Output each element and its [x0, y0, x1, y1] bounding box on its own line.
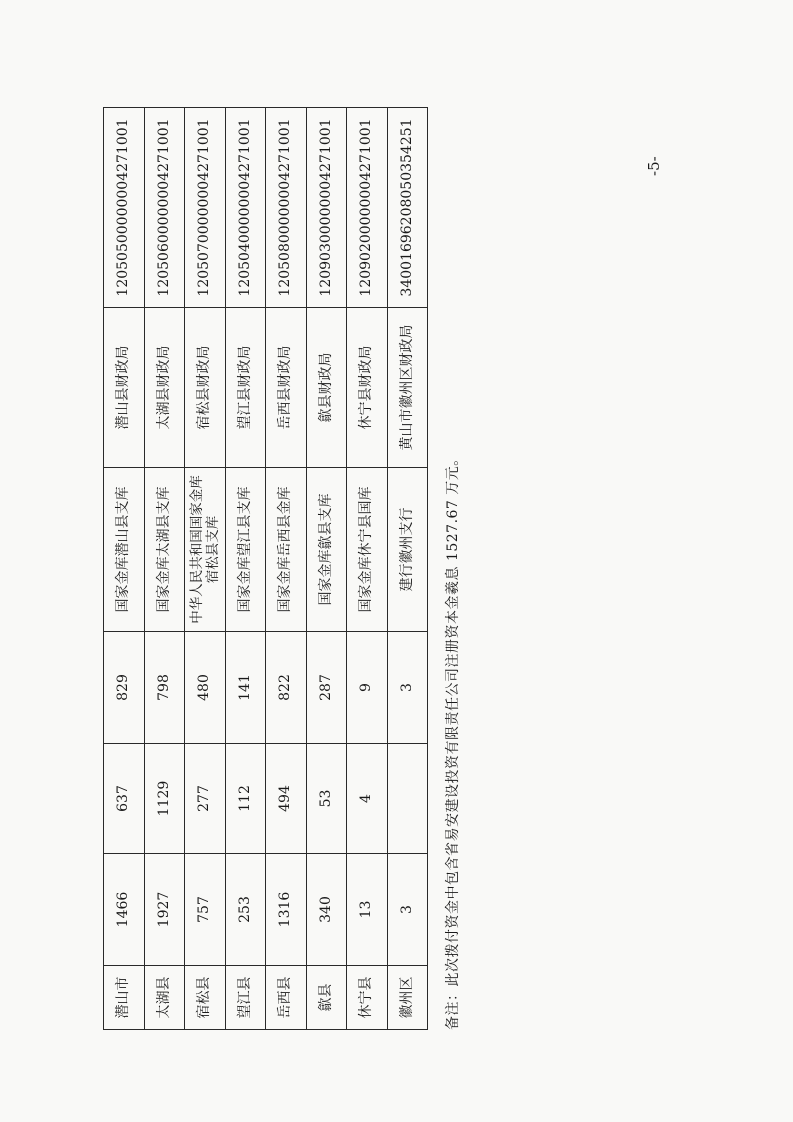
- recipient-cell: 宿松县财政局: [185, 308, 226, 468]
- amount-part-b-cell: 822: [266, 632, 307, 744]
- account-cell: 12090200000004271001: [347, 108, 388, 308]
- amount-total-cell: 1466: [104, 854, 145, 966]
- account-cell: 12050500000004271001: [104, 108, 145, 308]
- region-cell: 潜山市: [104, 966, 145, 1030]
- amount-part-b-cell: 287: [306, 632, 347, 744]
- region-cell: 徽州区: [387, 966, 428, 1030]
- allocation-table: [103, 107, 428, 1030]
- table-row: [144, 108, 185, 1030]
- amount-total-cell: 340: [306, 854, 347, 966]
- amount-part-b-cell: 829: [104, 632, 145, 744]
- amount-total-cell: 757: [185, 854, 226, 966]
- amount-part-a-cell: 1129: [144, 744, 185, 854]
- bank-cell: 国家金库休宁县国库: [347, 468, 388, 632]
- amount-total-cell: 13: [347, 854, 388, 966]
- bank-cell: 国家金库潜山县支库: [104, 468, 145, 632]
- region-cell: 歙县: [306, 966, 347, 1030]
- table-row: [225, 108, 266, 1030]
- account-cell: 12090300000004271001: [306, 108, 347, 308]
- remark-note: 备注：此次拨付资金中包含省易安建设投资有限责任公司注册资本金羲息 1527.67 万元。: [445, 451, 461, 1030]
- recipient-cell: 黄山市徽州区财政局: [387, 308, 428, 468]
- amount-part-a-cell: 4: [347, 744, 388, 854]
- table-row: [104, 108, 145, 1030]
- recipient-cell: 休宁县财政局: [347, 308, 388, 468]
- account-cell: 34001696208050354251: [387, 108, 428, 308]
- region-cell: 太湖县: [144, 966, 185, 1030]
- amount-part-a-cell: 637: [104, 744, 145, 854]
- amount-part-b-cell: 798: [144, 632, 185, 744]
- amount-part-b-cell: 3: [387, 632, 428, 744]
- table-row: [387, 108, 428, 1030]
- amount-part-a-cell: [387, 744, 428, 854]
- amount-part-a-cell: 494: [266, 744, 307, 854]
- amount-total-cell: 3: [387, 854, 428, 966]
- region-cell: 岳西县: [266, 966, 307, 1030]
- bank-cell: 国家金库歙县支库: [306, 468, 347, 632]
- recipient-cell: 岳西县财政局: [266, 308, 307, 468]
- recipient-cell: 歙县财政局: [306, 308, 347, 468]
- amount-part-a-cell: 53: [306, 744, 347, 854]
- bank-cell: 中华人民共和国国家金库宿松县支库: [185, 468, 226, 632]
- table-row: [347, 108, 388, 1030]
- region-cell: 宿松县: [185, 966, 226, 1030]
- bank-cell: 建行徽州支行: [387, 468, 428, 632]
- table-row: [185, 108, 226, 1030]
- page-number: -5-: [645, 156, 663, 176]
- amount-part-b-cell: 9: [347, 632, 388, 744]
- amount-part-a-cell: 277: [185, 744, 226, 854]
- amount-part-b-cell: 480: [185, 632, 226, 744]
- recipient-cell: 潜山县财政局: [104, 308, 145, 468]
- amount-part-b-cell: 141: [225, 632, 266, 744]
- account-cell: 12050600000004271001: [144, 108, 185, 308]
- amount-total-cell: 1316: [266, 854, 307, 966]
- bank-cell: 国家金库望江县支库: [225, 468, 266, 632]
- amount-total-cell: 253: [225, 854, 266, 966]
- account-cell: 12050800000004271001: [266, 108, 307, 308]
- table-row: [266, 108, 307, 1030]
- account-cell: 12050400000004271001: [225, 108, 266, 308]
- region-cell: 休宁县: [347, 966, 388, 1030]
- bank-cell: 国家金库太湖县支库: [144, 468, 185, 632]
- amount-part-a-cell: 112: [225, 744, 266, 854]
- region-cell: 望江县: [225, 966, 266, 1030]
- amount-total-cell: 1927: [144, 854, 185, 966]
- bank-cell: 国家金库岳西县金库: [266, 468, 307, 632]
- table-row: [306, 108, 347, 1030]
- recipient-cell: 望江县财政局: [225, 308, 266, 468]
- account-cell: 12050700000004271001: [185, 108, 226, 308]
- recipient-cell: 太湖县财政局: [144, 308, 185, 468]
